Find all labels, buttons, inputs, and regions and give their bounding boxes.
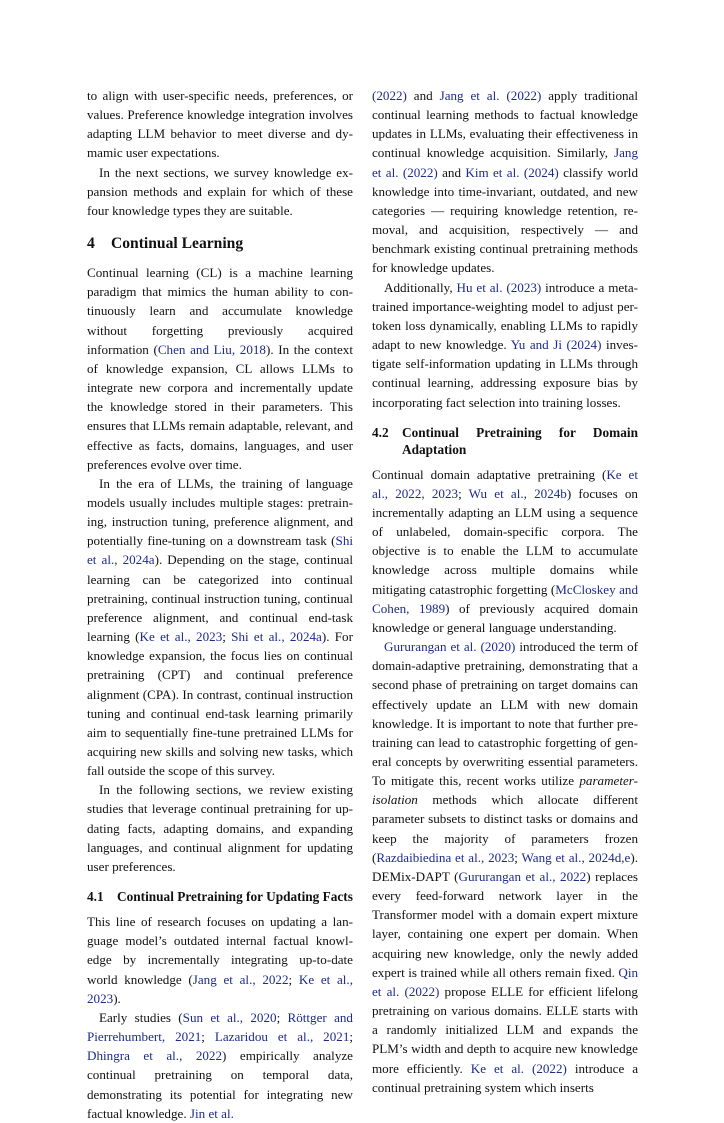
citation-link[interactable]: Yu and Ji (2024) <box>510 337 602 353</box>
citation-link[interactable]: Ke et al., 2022, 2023 <box>372 466 638 501</box>
text-run: apply traditional continual learning methods to factual knowledge updates in LLMs, evaluating their effectiveness in continual knowledge acquisition. Similarly, <box>372 88 638 161</box>
text-run: ; <box>458 485 469 501</box>
text-run: This line of research focuses on updating a language model’s outdated internal factual knowledge by incrementally integrating up-to-date world knowledge ( <box>87 914 353 987</box>
citation-link[interactable]: Jang et al. (2022) <box>439 88 542 103</box>
citation-link[interactable]: Razdaibiedina et al., 2023 <box>376 849 515 865</box>
citation-link[interactable]: Gururangan et al. (2020) <box>384 639 516 655</box>
citation-link[interactable]: Gururangan et al., 2022 <box>458 868 587 884</box>
text-run: ) replaces every feed-forward network layer in the Transformer model with a domain expert mixture layer, containing one expert per domain. When acquiring new knowledge, only the newly added expert is trained while all others remain fixed. <box>372 868 638 980</box>
text-run: ). DEMix-DAPT ( <box>372 849 638 884</box>
paragraph <box>87 474 353 781</box>
text-run: ). Depending on the stage, continual learning can be categorized into continual pretraining, continual instruction tuning, continual preference alignment, and continual end-task learning ( <box>87 552 353 645</box>
text-run: In the era of LLMs, the training of language models usually includes multiple stages: pretraining, instruction tuning, preference alignment, and potentially fine-tuning on a downstream task ( <box>87 475 353 549</box>
paragraph <box>87 1008 353 1123</box>
text-run: classify world knowledge into time-invariant, outdated, and new categories — requiring knowledge retention, removal, and acquisition, respectively — and benchmark existing continual pretraining methods for knowledge updates. <box>372 164 638 276</box>
paragraph <box>372 465 638 637</box>
citation-link[interactable]: Sun et al., 2020 <box>182 1009 277 1025</box>
citation-link[interactable]: Jang et al. (2022) <box>372 145 638 180</box>
paragraph <box>372 278 638 412</box>
section-title: Continual Learning <box>111 235 244 253</box>
citation-link[interactable]: Wang et al., 2024d,e <box>521 849 631 865</box>
text-run: Continual domain adaptative pretraining ( <box>372 466 607 482</box>
paragraph <box>87 912 353 1008</box>
paragraph <box>372 637 638 1097</box>
text-run: propose ELLE for efficient lifelong pretraining on various domains. ELLE starts with a randomly initialized LLM and expands the PLM’s width and depth to acquire new knowledge more efficiently. <box>372 983 638 1076</box>
text-run: ; <box>514 849 522 865</box>
text-run: ) focuses on incrementally adapting an LLM using a sequence of unlabeled, domain-specific corpora. The objective is to enable the LLM to accumulate knowledge across multiple domains while mitigating catastrophic forgetting ( <box>372 485 638 597</box>
citation-link[interactable]: Ke et al., 2023 <box>139 629 223 645</box>
citation-link[interactable]: Lazaridou et al., 2021 <box>214 1029 350 1045</box>
citation-link[interactable]: Shi et al., 2024a <box>87 533 353 568</box>
text-run: ; <box>288 971 299 987</box>
text-run: introduce a continual pretraining system which inserts <box>372 1060 639 1095</box>
citation-link[interactable]: Röttger and Pierrehumbert, 2021 <box>87 1009 353 1045</box>
citation-link[interactable]: Ke et al. (2022) <box>470 1060 567 1076</box>
paragraph: In the next sections, we survey knowledge expansion methods and explain for which of these four knowledge types they are suitable. <box>87 164 353 218</box>
citation-link[interactable]: Shi et al., 2024a <box>231 629 322 645</box>
citation-link[interactable]: Ke et al., 2023 <box>87 971 353 1006</box>
subsection-number: 4.2 <box>372 424 389 440</box>
text-run: ; <box>276 1009 288 1025</box>
subsection-number: 4.1 <box>87 889 104 905</box>
subsection-heading <box>372 424 638 458</box>
left-column <box>87 86 353 1123</box>
text-run: ) of previously acquired domain knowledge or general language understanding. <box>372 600 638 635</box>
paragraph <box>372 86 638 278</box>
right-column <box>372 86 638 1097</box>
subsection-heading <box>87 888 353 905</box>
text-run: ). For knowledge expansion, the focus lies on continual pretraining (CPT) and continual preference alignment (CPA). In contrast, continual instruction tuning and continual end-task learning primarily aim to sequentially fine-tune pretrained LLMs for acquiring new skills and solving new tasks, which fall outside the scope of this survey. <box>87 629 353 779</box>
text-run: introduced the term of domain-adaptive pretraining, demonstrating that a second phase of pretraining on target domains can effectively update an LLM with new domain knowledge. It is important to note that further pretraining can lead to catastrophic forgetting of general concepts by overwriting essential parameters. To mitigate this, recent works utilize <box>372 639 638 789</box>
citation-link[interactable]: Kim et al. (2024) <box>465 164 559 180</box>
text-run: introduce a meta-trained importance-weighting model to adjust per-token loss dynamically, enabling LLMs to rapidly adapt to new knowledge. <box>372 279 639 353</box>
text-run: ; <box>222 629 232 645</box>
text-run: ; <box>349 1029 354 1045</box>
citation-link[interactable]: Qin et al. (2022) <box>372 964 638 999</box>
text-run: Continual learning (CL) is a machine learning paradigm that mimics the human ability to continuously learn and accumulate knowledge without forgetting previously acquired information ( <box>87 265 353 357</box>
citation-link[interactable]: Jang et al., 2022 <box>192 971 289 987</box>
citation-link[interactable]: Jin et al. <box>189 1105 234 1121</box>
citation-link[interactable]: Wu et al., 2024b <box>468 485 567 501</box>
subsection-title: Continual Pretraining for Updating Facts <box>117 889 353 905</box>
text-run: Additionally, <box>384 279 457 295</box>
text-run: and <box>437 164 466 180</box>
emphasis-term: parameter-isolation <box>372 773 638 808</box>
subsection-title: Continual Pretraining for Domain Adaptation <box>402 424 638 457</box>
text-run: ) empirically analyze continual pretraining on temporal data, demonstrating its potential for integrating new factual knowledge. <box>87 1048 353 1121</box>
text-run: methods which allocate different parameter subsets to distinct tasks or domains and keep the majority of parameters frozen ( <box>372 792 638 865</box>
paragraph: In the following sections, we review existing studies that leverage continual pretraining for updating facts, adapting domains, and expanding languages, and continual alignment for updating user preferences. <box>87 782 353 874</box>
paragraph <box>87 263 353 474</box>
text-run: ; <box>201 1029 215 1045</box>
text-run: ). <box>113 990 121 1006</box>
text-run: and <box>406 88 440 103</box>
citation-link[interactable]: Dhingra et al., 2022 <box>87 1048 223 1064</box>
section-heading <box>87 234 353 254</box>
paragraph: to align with user-specific needs, preferences, or values. Preference knowledge integration involves adapting LLM behavior to meet diverse and dymamic user expectations. <box>87 88 353 161</box>
text-run: Early studies ( <box>99 1009 183 1025</box>
text-run: investigate self-information updating in LLMs through continual learning, addressing exposure bias by incorporating fact selection into training losses. <box>372 337 639 410</box>
citation-link[interactable]: Chen and Liu, 2018 <box>157 341 266 357</box>
citation-link[interactable]: Hu et al. (2023) <box>456 279 542 295</box>
citation-link[interactable]: (2022) <box>372 88 407 103</box>
citation-link[interactable]: McCloskey and Cohen, 1989 <box>372 581 638 616</box>
section-number: 4 <box>87 235 95 253</box>
text-run: ). In the context of knowledge expansion, CL allows LLMs to integrate new corpora and incrementally update the knowledge stored in their parameters. This ensures that LLMs remain adaptable, relevant, and effective as facts, domains, languages, and user preferences evolve over time. <box>87 341 353 472</box>
